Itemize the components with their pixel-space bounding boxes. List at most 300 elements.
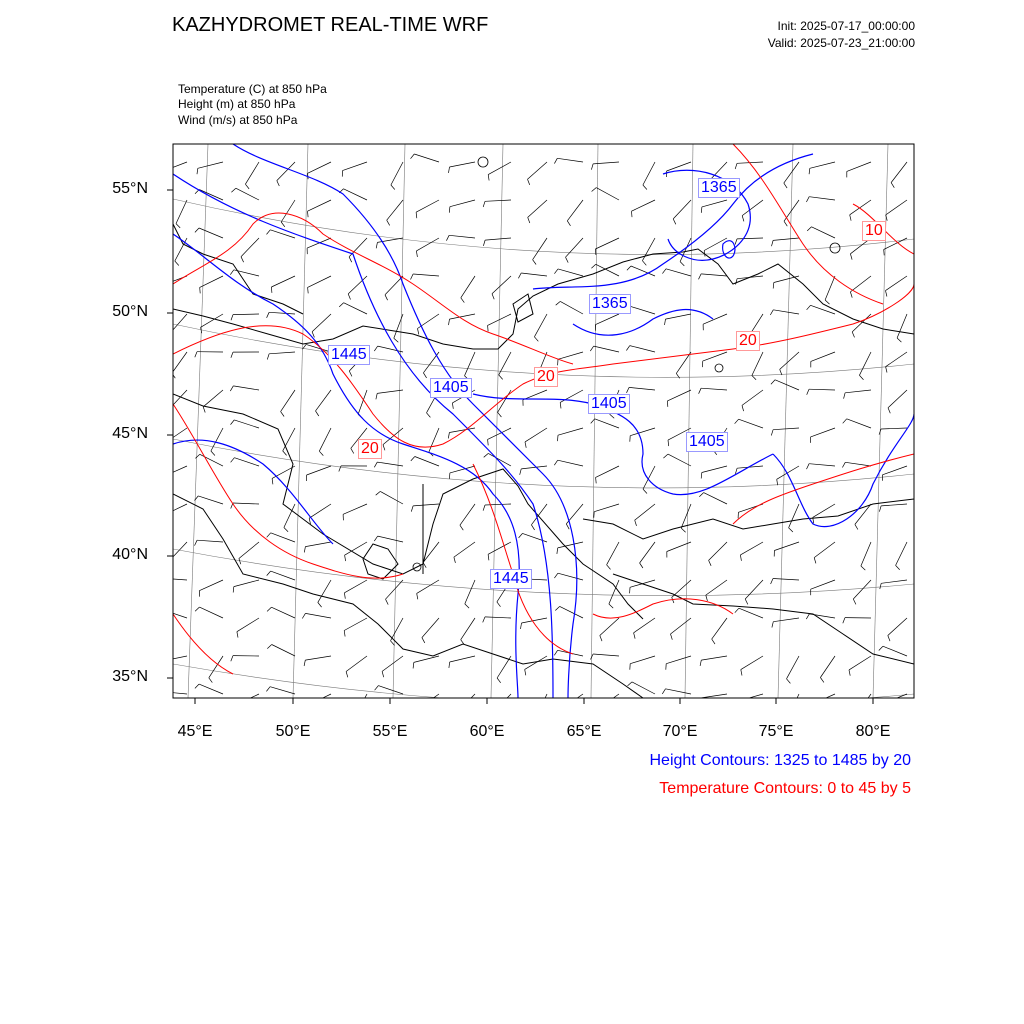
wind-barb xyxy=(777,466,799,479)
wind-barb xyxy=(811,580,835,589)
wind-barb-flag xyxy=(784,221,787,226)
lon-label: 45°E xyxy=(177,723,213,740)
wind-barb xyxy=(600,618,619,636)
wind-barb-flag xyxy=(385,295,388,300)
wind-barb-flag xyxy=(701,473,702,479)
wind-barb xyxy=(355,694,368,698)
wind-barb-flag xyxy=(665,319,666,325)
height-contour-label: 1405 xyxy=(430,378,472,398)
wind-barb xyxy=(701,694,727,698)
wind-barb xyxy=(809,464,835,466)
wind-barb-flag xyxy=(879,646,883,650)
temperature-contour xyxy=(473,464,573,654)
temperature-contour xyxy=(173,284,914,447)
wind-barb-flag xyxy=(349,371,352,376)
wind-barb xyxy=(270,687,295,694)
wind-barb-flag xyxy=(700,660,701,666)
wind-barb-flag xyxy=(345,555,346,561)
wind-barb xyxy=(461,276,475,298)
wind-barb-flag xyxy=(554,650,557,655)
temperature-contour-label: 20 xyxy=(736,331,760,351)
wind-barb-flag xyxy=(591,264,595,268)
wind-barb-flag xyxy=(596,477,597,483)
wind-barb xyxy=(742,390,763,405)
height-contours xyxy=(173,144,914,698)
wind-barb-flag xyxy=(413,662,414,668)
wind-barb-flag xyxy=(449,207,450,213)
wind-barb-flag xyxy=(807,464,810,469)
wind-barb-flag xyxy=(525,442,526,448)
wind-barb xyxy=(173,578,187,580)
wind-barb-flag xyxy=(627,387,630,392)
wind-barb-flag xyxy=(607,565,611,570)
wind-barb xyxy=(737,238,763,239)
wind-barb xyxy=(558,460,583,466)
wind-barb-flag xyxy=(556,301,561,305)
wind-barb-flag xyxy=(888,636,890,642)
wind-barb-flag xyxy=(771,430,773,436)
wind-barb xyxy=(813,504,835,517)
wind-barb-flag xyxy=(752,376,756,380)
wind-barb xyxy=(888,618,907,636)
wind-barb-flag xyxy=(230,386,233,391)
wind-barb xyxy=(237,618,259,632)
wind-barb-flag xyxy=(662,689,665,694)
wind-barb-flag xyxy=(591,164,593,170)
wind-barb xyxy=(308,162,331,173)
wind-barb-flag xyxy=(387,220,390,225)
wind-barb-flag xyxy=(861,566,865,570)
wind-barb xyxy=(667,390,691,401)
wind-barb xyxy=(449,235,475,238)
wind-barb-flag xyxy=(492,294,494,300)
border-line xyxy=(173,394,643,619)
wind-barb-flag xyxy=(643,185,647,190)
wind-barb-flag xyxy=(820,678,824,683)
wind-barb xyxy=(344,303,367,314)
wind-barb-flag xyxy=(176,224,180,228)
wind-barb xyxy=(385,276,403,295)
wind-barb-flag xyxy=(560,402,561,408)
wind-barb xyxy=(701,274,727,276)
wind-barb-flag xyxy=(211,451,215,456)
meridian-line xyxy=(393,144,405,698)
wind-barb-flag xyxy=(780,369,782,375)
weather-map xyxy=(173,144,914,698)
wind-barb-flag xyxy=(528,217,530,223)
wind-barb xyxy=(809,197,835,200)
wind-barb xyxy=(598,694,619,698)
wind-barb-flag xyxy=(735,163,737,169)
wind-barb-flag xyxy=(454,557,456,563)
wind-barb xyxy=(883,646,907,656)
meridian-line xyxy=(685,144,693,698)
wind-barb xyxy=(270,230,295,238)
wind-barb xyxy=(596,466,619,477)
wind-barb-flag xyxy=(600,636,602,642)
wind-barb xyxy=(460,504,475,525)
wind-barb-flag xyxy=(706,595,708,601)
wind-barb-flag xyxy=(230,270,234,275)
wind-barb-flag xyxy=(640,563,643,568)
wind-barb xyxy=(175,238,187,261)
wind-barb-flag xyxy=(173,373,175,378)
wind-barb xyxy=(488,542,511,554)
wind-barb-flag xyxy=(699,493,703,497)
wind-barb-flag xyxy=(632,211,633,217)
wind-barb-flag xyxy=(488,175,489,181)
wind-barb-flag xyxy=(284,528,288,532)
border-line xyxy=(173,224,303,314)
wind-barb xyxy=(271,276,295,287)
wind-barb xyxy=(465,352,476,376)
wind-barb xyxy=(176,200,187,224)
country-borders xyxy=(173,224,914,698)
wind-barb xyxy=(528,200,547,217)
temperature-contours-note: Temperature Contours: 0 to 45 by 5 xyxy=(659,780,911,797)
lat-label: 50°N xyxy=(112,303,148,320)
wind-barb xyxy=(308,694,331,698)
temperature-contours xyxy=(173,144,914,674)
wind-barb xyxy=(850,200,871,215)
border-line xyxy=(613,574,914,664)
wind-barb-flag xyxy=(814,558,816,564)
lat-label: 45°N xyxy=(112,425,148,442)
temperature-contour xyxy=(173,614,233,674)
wind-barb-flag xyxy=(850,215,851,221)
wind-barb xyxy=(712,618,727,639)
wind-barb-flag xyxy=(344,631,345,637)
graticule xyxy=(173,144,914,698)
wind-barb-flag xyxy=(417,593,418,599)
wind-barb-flag xyxy=(461,298,465,303)
wind-barb xyxy=(775,380,799,390)
wind-barb xyxy=(525,428,547,442)
wind-barb-flag xyxy=(554,573,558,578)
wind-barb xyxy=(630,306,655,314)
wind-barb xyxy=(702,200,727,207)
wind-barb-flag xyxy=(449,319,450,325)
wind-barb xyxy=(739,608,763,618)
wind-barb-flag xyxy=(595,249,596,255)
border-line xyxy=(583,499,914,539)
wind-barb xyxy=(233,314,259,315)
wind-barb-flag xyxy=(231,420,235,425)
wind-barb-flag xyxy=(449,167,450,173)
wind-barb-flag xyxy=(807,227,811,231)
wind-barb-flag xyxy=(521,623,522,629)
wind-barb xyxy=(416,200,439,212)
wind-barb xyxy=(414,154,439,162)
wind-barb-flag xyxy=(267,645,271,649)
wind-barb-flag xyxy=(209,678,213,683)
wind-barb-flag xyxy=(383,445,385,451)
wind-barb-flag xyxy=(773,283,774,289)
wind-barb xyxy=(886,276,908,291)
wind-barb xyxy=(319,428,331,451)
wind-barb-flag xyxy=(374,346,377,351)
wind-barb-flag xyxy=(879,506,881,512)
variable-temperature: Temperature (C) at 850 hPa xyxy=(178,82,327,96)
wind-barb xyxy=(521,273,547,276)
wind-barb xyxy=(534,314,547,337)
wind-barb xyxy=(642,238,655,261)
wind-barb xyxy=(820,656,835,678)
wind-barb-flag xyxy=(316,411,319,416)
wind-barb-flag xyxy=(267,571,271,576)
wind-barb xyxy=(173,162,187,171)
wind-barb-flag xyxy=(200,287,201,293)
wind-barb-flag xyxy=(662,269,666,274)
wind-barb xyxy=(308,276,331,287)
wind-barb-flag xyxy=(308,211,309,217)
wind-barb-flag xyxy=(558,435,559,441)
temperature-contour-label: 10 xyxy=(862,221,886,241)
wind-barb-flag xyxy=(418,329,419,335)
wind-barb-flag xyxy=(231,458,235,463)
wind-barb xyxy=(773,238,799,240)
wind-barb xyxy=(856,694,871,698)
wind-barb xyxy=(891,162,907,183)
wind-barb xyxy=(896,542,907,565)
wind-barb xyxy=(594,504,619,512)
wind-barb xyxy=(666,314,692,319)
wind-barb xyxy=(630,428,655,436)
wind-barb-flag xyxy=(844,393,846,399)
wind-barb xyxy=(632,200,656,211)
variable-wind: Wind (m/s) at 850 hPa xyxy=(178,113,298,127)
wind-barb xyxy=(312,314,331,332)
border-line xyxy=(173,249,914,349)
wind-barb-flag xyxy=(375,686,379,691)
wind-barb-flag xyxy=(488,554,489,560)
wind-barb xyxy=(784,162,799,183)
wind-barb-flag xyxy=(483,617,485,623)
wind-barb-flag xyxy=(411,154,415,159)
wind-barb xyxy=(703,352,727,361)
wind-barb xyxy=(558,269,583,276)
wind-barb-flag xyxy=(460,525,463,530)
wind-barb-flag xyxy=(807,305,811,310)
meridian-line xyxy=(491,144,503,698)
wind-barb xyxy=(200,454,223,466)
wind-barb xyxy=(557,158,583,162)
wind-barb-flag xyxy=(528,179,530,185)
height-contours-note: Height Contours: 1325 to 1485 by 20 xyxy=(649,752,911,769)
wind-barb xyxy=(811,352,835,361)
temperature-contour-label: 20 xyxy=(358,439,382,459)
wind-barb-flag xyxy=(239,559,241,565)
wind-barb xyxy=(566,238,584,257)
wind-barb-flag xyxy=(520,469,522,475)
wind-barb xyxy=(811,428,835,437)
wind-barb xyxy=(316,390,332,411)
wind-barb xyxy=(305,613,331,618)
wind-barb-flag xyxy=(533,260,537,265)
height-contour-label: 1405 xyxy=(686,432,728,452)
meridian-line xyxy=(293,144,308,698)
wind-barb xyxy=(173,276,187,285)
wind-barb-flag xyxy=(483,201,485,207)
wind-barb-flag xyxy=(736,279,738,285)
wind-barb-flag xyxy=(681,528,685,532)
border-line xyxy=(173,494,643,698)
wind-barb-flag xyxy=(742,216,744,222)
wind-barb-flag xyxy=(880,583,881,589)
wind-barb-flag xyxy=(267,607,271,611)
wind-barb xyxy=(596,188,619,200)
wind-barb xyxy=(814,542,835,558)
wind-barb xyxy=(773,428,799,430)
wind-barb-flag xyxy=(231,315,233,321)
wind-barb xyxy=(850,276,871,292)
station-marker xyxy=(830,243,840,253)
wind-barb-flag xyxy=(283,451,287,456)
wind-barb xyxy=(640,542,655,563)
wind-barb-flag xyxy=(488,439,489,445)
wind-barb xyxy=(197,540,223,542)
wind-barb xyxy=(305,542,331,547)
wind-barb xyxy=(199,580,223,591)
wind-barb xyxy=(634,618,655,633)
wind-barb-flag xyxy=(391,185,395,190)
height-contour-label: 1445 xyxy=(490,569,532,589)
wind-barb xyxy=(702,466,727,473)
wind-barb xyxy=(429,428,439,452)
wind-barb xyxy=(377,390,403,393)
wind-barb-flag xyxy=(712,639,715,644)
wind-barb xyxy=(888,390,907,408)
wind-barb-flag xyxy=(886,367,887,373)
wind-barb xyxy=(558,573,583,580)
wind-barb xyxy=(521,466,547,469)
wind-barb-flag xyxy=(897,338,901,342)
wind-barb-flag xyxy=(483,505,485,511)
wind-barb-flag xyxy=(308,287,309,293)
wind-barb-flag xyxy=(777,479,778,485)
wind-barb-flag xyxy=(195,454,199,458)
wind-barb-flag xyxy=(175,261,179,266)
lon-label: 75°E xyxy=(758,723,794,740)
wind-barb xyxy=(886,200,907,215)
height-contour-label: 1365 xyxy=(698,178,740,198)
wind-barb xyxy=(809,389,835,390)
wind-barb xyxy=(630,346,655,352)
wind-barb xyxy=(199,228,223,238)
wind-barb-flag xyxy=(672,597,674,603)
wind-barb-flag xyxy=(742,405,744,411)
wind-barb-flag xyxy=(518,273,521,278)
wind-barb xyxy=(498,390,511,412)
wind-barb-flag xyxy=(825,300,829,304)
wind-barb-flag xyxy=(272,478,273,484)
wind-barb xyxy=(465,580,475,604)
wind-barb-flag xyxy=(852,332,854,338)
wind-barb xyxy=(847,419,871,428)
wind-barb-flag xyxy=(668,440,669,446)
wind-barb xyxy=(593,162,619,164)
wind-barb xyxy=(666,656,691,664)
wind-barb-flag xyxy=(525,669,526,675)
wind-barb xyxy=(594,346,619,352)
wind-barb xyxy=(173,466,187,477)
wind-barb-flag xyxy=(497,678,501,683)
wind-barb-flag xyxy=(304,547,305,553)
wind-barb xyxy=(595,314,619,325)
wind-barb-flag xyxy=(449,662,450,668)
wind-barb xyxy=(485,617,511,618)
wind-barb xyxy=(413,504,439,506)
wind-barb xyxy=(417,580,439,593)
wind-barb-flag xyxy=(203,407,205,413)
lat-label: 35°N xyxy=(112,668,148,685)
wind-barb xyxy=(810,162,835,168)
wind-barb-flag xyxy=(772,240,774,246)
wind-barb xyxy=(789,504,799,528)
height-contour-label: 1445 xyxy=(328,345,370,365)
wind-barb-flag xyxy=(267,533,271,538)
wind-barb-flag xyxy=(267,312,270,318)
wind-barb-flag xyxy=(590,346,593,351)
temperature-contour xyxy=(593,599,733,618)
lat-label: 40°N xyxy=(112,546,148,563)
wind-barb xyxy=(671,618,692,634)
wind-barb xyxy=(738,694,763,698)
wind-barb-flag xyxy=(449,473,450,479)
wind-barb xyxy=(523,533,548,542)
wind-barb xyxy=(883,466,908,475)
wind-barb-flag xyxy=(843,618,845,624)
wind-barb xyxy=(607,542,619,565)
wind-barb-flag xyxy=(411,457,415,461)
wind-barb-flag xyxy=(277,181,280,186)
wind-barb xyxy=(666,689,692,694)
wind-barb xyxy=(780,352,799,369)
wind-barb xyxy=(391,618,404,641)
wind-barb-flag xyxy=(266,687,270,692)
wind-barb xyxy=(673,200,691,219)
wind-barb xyxy=(493,694,511,698)
wind-barb xyxy=(173,656,187,661)
wind-barb-flag xyxy=(843,419,847,424)
wind-barb-flag xyxy=(394,338,399,342)
wind-barb-flag xyxy=(318,602,322,607)
wind-barb-flag xyxy=(312,332,314,338)
wind-barb-flag xyxy=(231,656,233,662)
wind-barb-flag xyxy=(735,419,739,424)
wind-barb xyxy=(235,694,259,698)
wind-barb-flag xyxy=(195,352,197,358)
parallel-line xyxy=(173,664,914,698)
lon-label: 65°E xyxy=(566,723,602,740)
wind-barb-flag xyxy=(374,536,377,541)
wind-barb-flag xyxy=(554,158,557,163)
wind-barb xyxy=(741,656,763,670)
wind-barb-flag xyxy=(422,638,425,643)
parallel-line xyxy=(173,549,914,596)
wind-barb-flag xyxy=(416,251,417,257)
wind-barb xyxy=(706,580,727,595)
height-contour xyxy=(173,174,553,698)
wind-barb xyxy=(413,274,439,276)
wind-barb xyxy=(897,314,907,338)
lon-label: 80°E xyxy=(855,723,891,740)
wind-barb-flag xyxy=(499,375,503,380)
wind-barb xyxy=(308,200,332,211)
wind-barb xyxy=(199,684,223,694)
wind-barb xyxy=(233,386,259,390)
wind-barb-flag xyxy=(557,548,558,554)
